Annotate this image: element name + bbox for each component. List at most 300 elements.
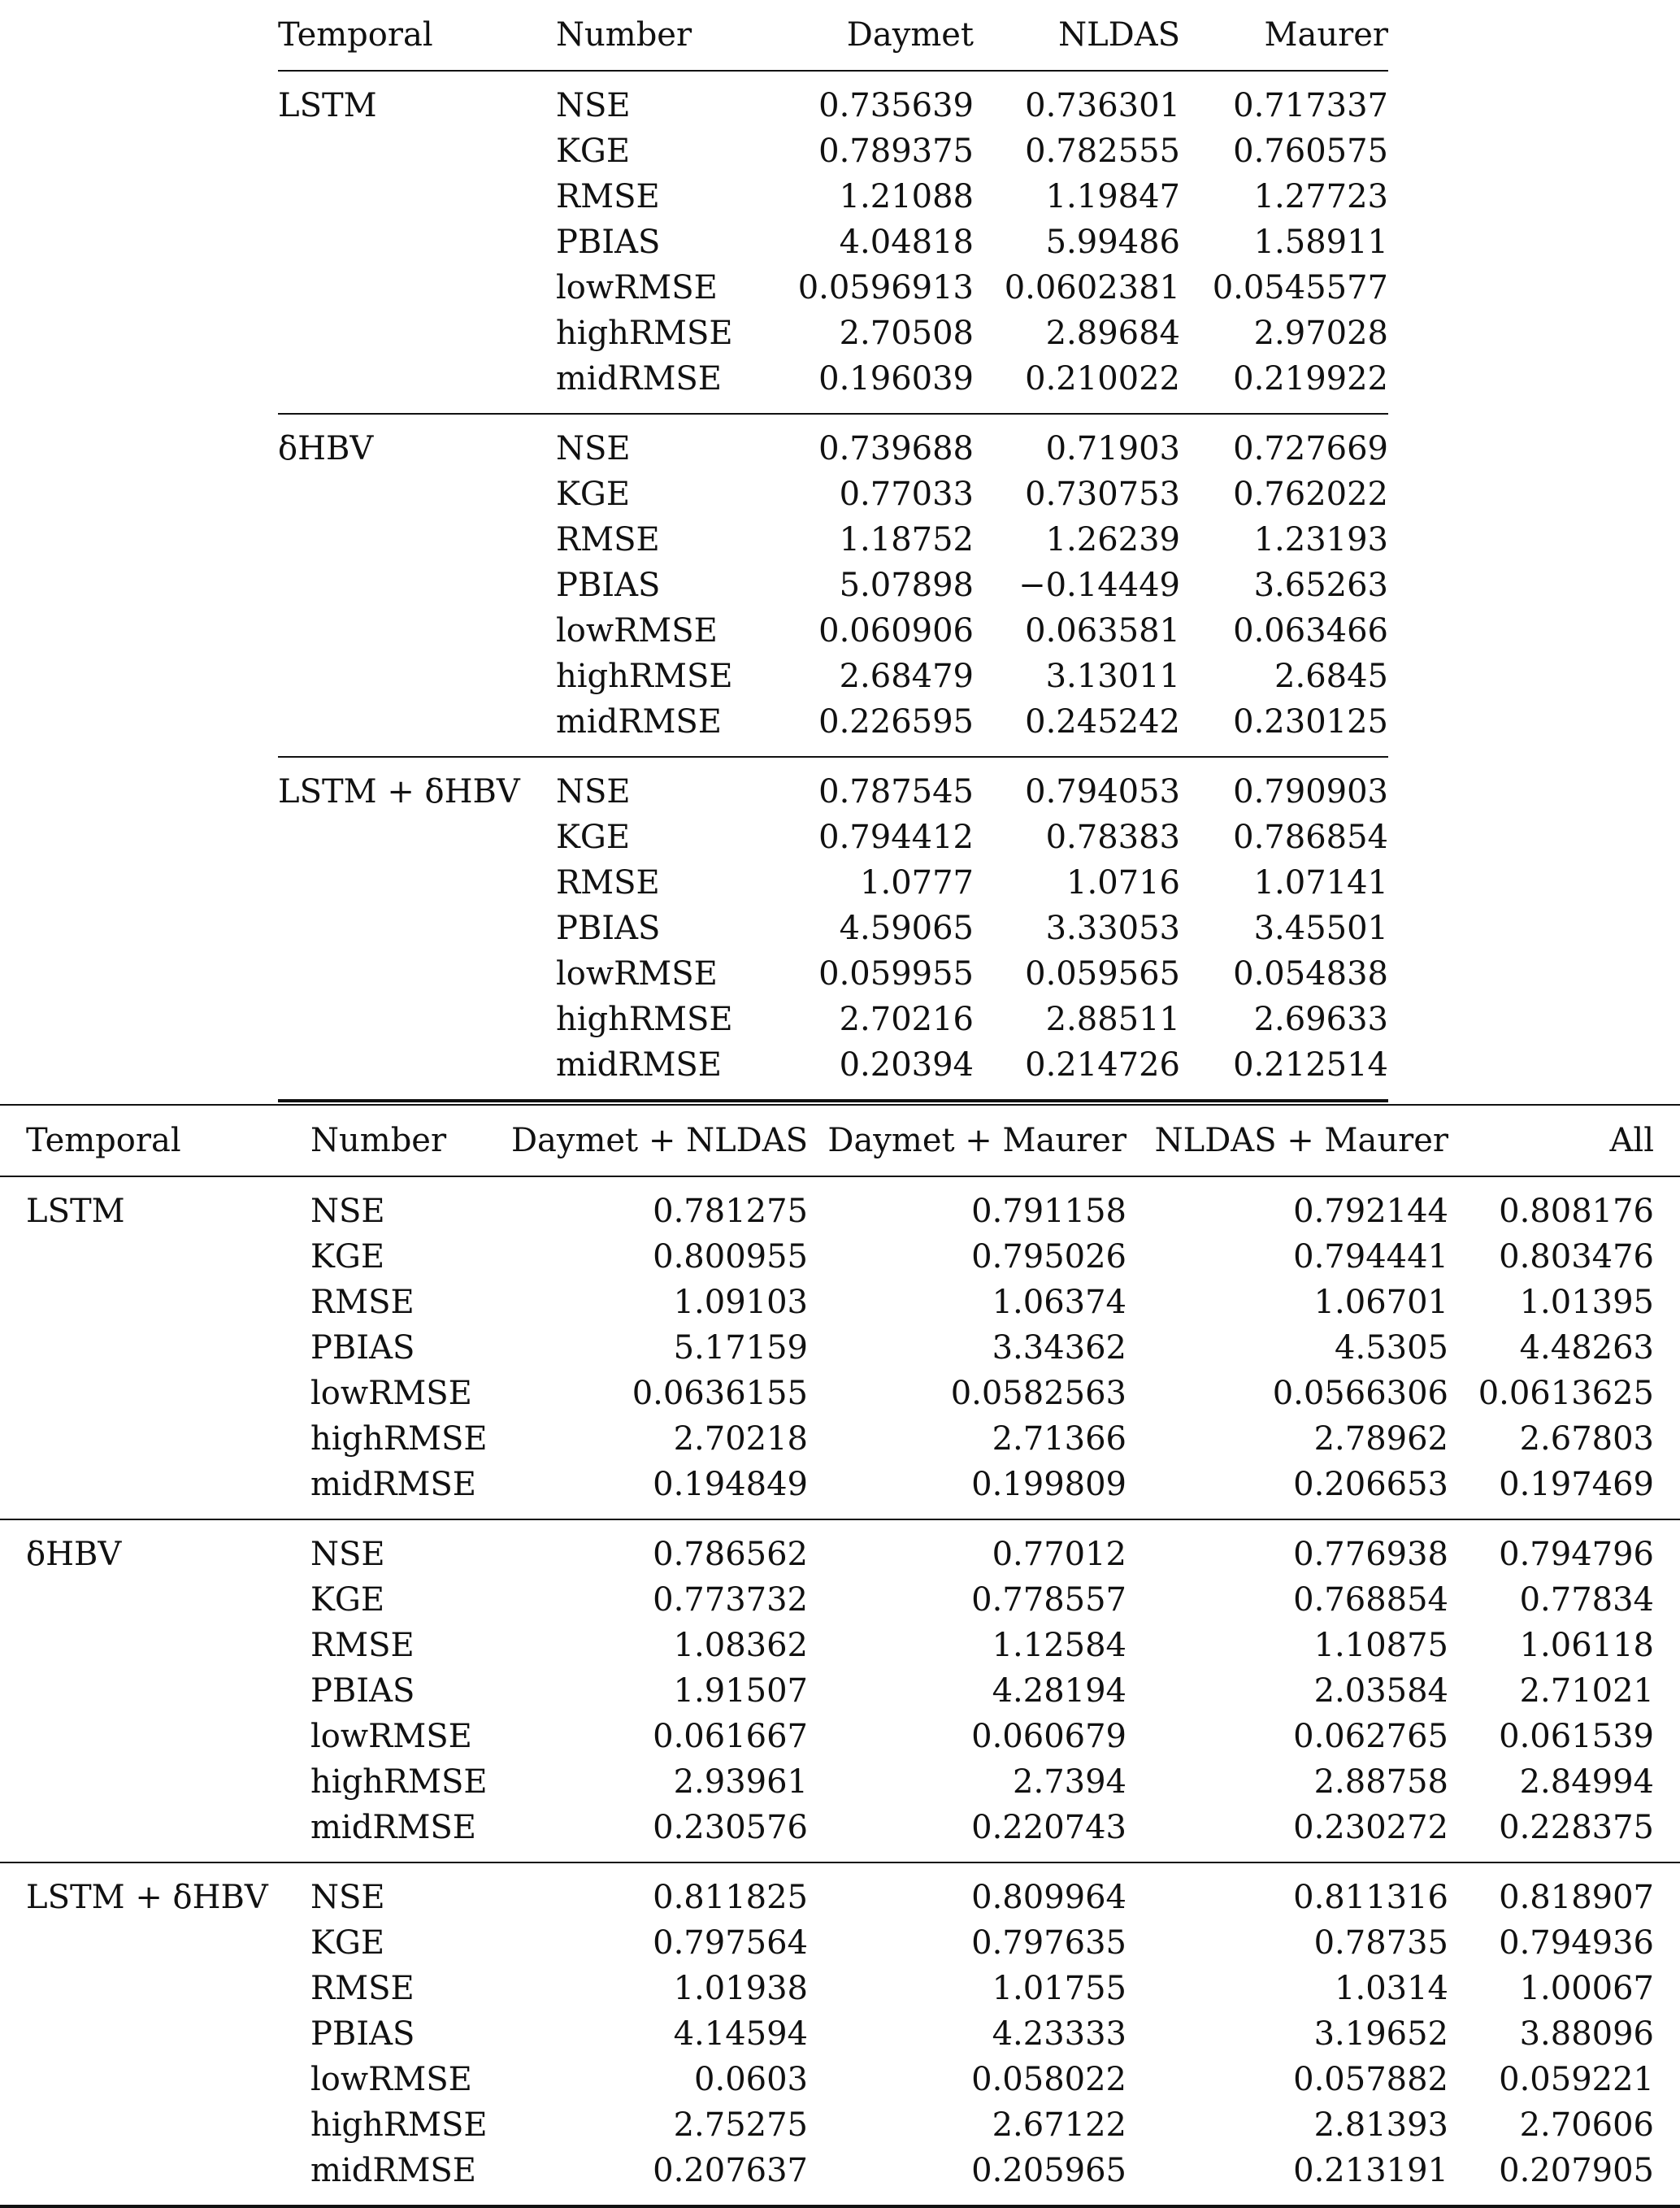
metric-value: 0.210022 xyxy=(974,356,1180,414)
metric-name: PBIAS xyxy=(556,567,661,604)
group-label-empty xyxy=(278,906,556,951)
metric-name: midRMSE xyxy=(556,699,766,757)
metric-value: 0.792144 xyxy=(1293,1193,1448,1230)
table-row xyxy=(278,71,1388,128)
table-row xyxy=(0,1325,1680,1371)
table-row xyxy=(278,174,1388,219)
metric-value: 1.12584 xyxy=(992,1627,1127,1664)
metric-value: 0.776938 xyxy=(1293,1536,1448,1573)
metric-value: 0.197469 xyxy=(1448,1462,1654,1519)
metric-value: 2.75275 xyxy=(673,2106,808,2144)
metric-value: 0.214726 xyxy=(974,1042,1180,1101)
table-combined-forcing xyxy=(0,1104,1680,2208)
header-all: All xyxy=(1448,1105,1654,1176)
group-label-empty xyxy=(278,517,556,563)
metric-value: 0.78383 xyxy=(1045,819,1180,856)
group-label-empty xyxy=(278,265,556,311)
header-row xyxy=(278,0,1388,71)
metric-value: 0.77033 xyxy=(839,476,974,513)
metric-value: 0.730753 xyxy=(1025,476,1180,513)
group-label: δHBV xyxy=(26,1536,122,1573)
metric-name: KGE xyxy=(556,819,631,856)
metric-name: NSE xyxy=(556,87,631,124)
table-row xyxy=(278,654,1388,699)
metric-name: NSE xyxy=(310,1193,385,1230)
metric-value: 2.70606 xyxy=(1519,2106,1654,2144)
table-row xyxy=(278,128,1388,174)
table-row xyxy=(278,1042,1388,1101)
metric-value: 0.717337 xyxy=(1233,87,1388,124)
metric-value: 5.17159 xyxy=(673,1329,808,1367)
metric-value: 2.78962 xyxy=(1313,1420,1448,1458)
metric-name: NSE xyxy=(556,773,631,811)
header-nldas-maurer: NLDAS + Maurer xyxy=(1127,1105,1448,1176)
metric-value: 0.808176 xyxy=(1499,1193,1654,1230)
metric-value: 0.062765 xyxy=(1293,1718,1448,1755)
metric-value: 1.07141 xyxy=(1253,864,1388,902)
metric-value: 1.26239 xyxy=(1045,521,1180,559)
metric-value: 0.061539 xyxy=(1499,1718,1654,1755)
metric-name: NSE xyxy=(310,1879,385,1916)
table-header xyxy=(0,1105,1680,1176)
right-margin xyxy=(1654,1416,1680,1462)
metric-name: PBIAS xyxy=(310,1329,415,1367)
metric-name: lowRMSE xyxy=(556,269,718,306)
metric-value: 0.789375 xyxy=(818,133,974,170)
group-label-empty xyxy=(0,2148,310,2206)
metric-value: 0.059955 xyxy=(818,955,974,993)
group-label-empty xyxy=(0,2102,310,2148)
metric-value: 3.65263 xyxy=(1253,567,1388,604)
table-row xyxy=(0,1519,1680,1577)
metric-value: 3.88096 xyxy=(1519,2015,1654,2053)
metric-value: 0.727669 xyxy=(1233,430,1388,467)
metric-value: 2.03584 xyxy=(1313,1672,1448,1710)
table-row xyxy=(0,1416,1680,1462)
header-daymet-maurer: Daymet + Maurer xyxy=(808,1105,1127,1176)
group-label-empty xyxy=(278,311,556,356)
right-margin xyxy=(1654,1176,1680,1234)
group-label-empty xyxy=(278,563,556,608)
table-row xyxy=(278,699,1388,757)
model-group xyxy=(0,1862,1680,2206)
metric-value: 2.97028 xyxy=(1253,315,1388,352)
metric-value: 0.800955 xyxy=(653,1238,808,1276)
metric-value: 1.06118 xyxy=(1519,1627,1654,1664)
metric-value: 1.0716 xyxy=(1066,864,1180,902)
metric-value: 2.69633 xyxy=(1253,1001,1388,1038)
group-label-empty xyxy=(278,356,556,414)
metric-value: 0.811825 xyxy=(653,1879,808,1916)
metric-name: KGE xyxy=(310,1924,385,1962)
group-label-empty xyxy=(278,174,556,219)
metric-name: RMSE xyxy=(556,178,660,215)
right-margin xyxy=(1654,2011,1680,2057)
group-label-empty xyxy=(0,1416,310,1462)
group-label-empty xyxy=(0,1462,310,1519)
table-row xyxy=(0,1862,1680,1920)
metric-value: 1.09103 xyxy=(673,1284,808,1321)
metric-value: 0.059565 xyxy=(1025,955,1180,993)
metric-name: midRMSE xyxy=(556,356,766,414)
header-maurer: Maurer xyxy=(1180,0,1388,71)
metric-value: 0.797564 xyxy=(653,1924,808,1962)
metric-value: 0.207637 xyxy=(506,2148,808,2206)
metric-name: midRMSE xyxy=(310,2148,506,2206)
group-label-empty xyxy=(0,1714,310,1759)
metric-name: KGE xyxy=(310,1238,385,1276)
metric-value: 0.818907 xyxy=(1499,1879,1654,1916)
table-row xyxy=(278,311,1388,356)
metric-value: 0.811316 xyxy=(1293,1879,1448,1916)
right-margin xyxy=(1654,1862,1680,1920)
metric-name: KGE xyxy=(556,133,631,170)
table-row xyxy=(278,356,1388,414)
metric-value: 0.790903 xyxy=(1233,773,1388,811)
table-row xyxy=(278,265,1388,311)
table-row xyxy=(0,1623,1680,1668)
metric-value: 1.06374 xyxy=(992,1284,1127,1321)
metric-name: PBIAS xyxy=(310,2015,415,2053)
metric-value: 1.19847 xyxy=(1045,178,1180,215)
metric-value: 0.71903 xyxy=(1045,430,1180,467)
right-margin xyxy=(1654,2102,1680,2148)
metric-name: RMSE xyxy=(556,864,660,902)
group-label-empty xyxy=(0,1920,310,1966)
table-row xyxy=(278,860,1388,906)
metric-value: 0.0613625 xyxy=(1478,1375,1654,1412)
model-group xyxy=(278,757,1388,1101)
metric-value: 0.0603 xyxy=(694,2061,808,2098)
metric-value: 0.205965 xyxy=(808,2148,1127,2206)
metric-name: RMSE xyxy=(310,1970,415,2007)
metric-value: 0.063581 xyxy=(1025,612,1180,650)
group-label-empty xyxy=(278,654,556,699)
group-label-empty xyxy=(0,2011,310,2057)
metric-name: midRMSE xyxy=(310,1805,506,1862)
table-row xyxy=(0,1176,1680,1234)
metric-name: highRMSE xyxy=(310,2106,488,2144)
group-label-empty xyxy=(278,128,556,174)
metric-name: lowRMSE xyxy=(310,2061,472,2098)
header-temporal: Temporal xyxy=(0,1105,310,1176)
metric-value: 4.23333 xyxy=(992,2015,1127,2053)
right-margin xyxy=(1654,1623,1680,1668)
metric-value: 1.10875 xyxy=(1313,1627,1448,1664)
header-number: Number xyxy=(556,0,766,71)
metric-value: 0.245242 xyxy=(974,699,1180,757)
table-row xyxy=(0,1577,1680,1623)
table-row xyxy=(278,414,1388,472)
group-label-empty xyxy=(278,219,556,265)
metric-name: highRMSE xyxy=(556,658,733,695)
right-margin xyxy=(1654,1759,1680,1805)
table-row xyxy=(0,2011,1680,2057)
table-row xyxy=(0,1805,1680,1862)
right-margin xyxy=(1654,1234,1680,1280)
metric-value: 0.787545 xyxy=(818,773,974,811)
table-row xyxy=(0,1234,1680,1280)
metric-value: 5.99486 xyxy=(1045,224,1180,261)
metric-value: 2.70216 xyxy=(839,1001,974,1038)
metric-value: 0.206653 xyxy=(1127,1462,1448,1519)
metric-value: 2.81393 xyxy=(1313,2106,1448,2144)
group-label-empty xyxy=(0,1325,310,1371)
group-label-empty xyxy=(278,1042,556,1101)
metric-value: 0.782555 xyxy=(1025,133,1180,170)
metric-value: 0.0545577 xyxy=(1212,269,1388,306)
metric-value: 1.18752 xyxy=(839,521,974,559)
right-margin xyxy=(1654,1519,1680,1577)
metric-name: lowRMSE xyxy=(556,612,718,650)
metric-value: 2.7394 xyxy=(1013,1763,1127,1801)
group-label-empty xyxy=(0,1234,310,1280)
table-row xyxy=(0,2057,1680,2102)
header-number: Number xyxy=(310,1105,506,1176)
metric-name: RMSE xyxy=(556,521,660,559)
right-margin xyxy=(1654,1714,1680,1759)
metric-value: 2.88758 xyxy=(1313,1763,1448,1801)
metric-value: 0.207905 xyxy=(1448,2148,1654,2206)
model-group xyxy=(278,71,1388,414)
metric-value: 2.68479 xyxy=(839,658,974,695)
group-label-empty xyxy=(0,1577,310,1623)
group-label-empty xyxy=(278,951,556,997)
header-daymet: Daymet xyxy=(766,0,974,71)
header-temporal: Temporal xyxy=(278,0,556,71)
metric-value: 3.45501 xyxy=(1253,910,1388,947)
metric-value: 1.01938 xyxy=(673,1970,808,2007)
group-label-empty xyxy=(0,1280,310,1325)
right-margin xyxy=(1654,1325,1680,1371)
metric-value: 0.735639 xyxy=(818,87,974,124)
table-row xyxy=(278,517,1388,563)
metric-value: 0.057882 xyxy=(1293,2061,1448,2098)
metric-name: PBIAS xyxy=(310,1672,415,1710)
metric-value: 0.768854 xyxy=(1293,1581,1448,1619)
metric-name: highRMSE xyxy=(310,1420,488,1458)
metric-value: 0.194849 xyxy=(506,1462,808,1519)
metric-value: 0.78735 xyxy=(1313,1924,1448,1962)
group-label: LSTM + δHBV xyxy=(278,773,520,811)
metric-value: 1.0777 xyxy=(860,864,974,902)
metric-value: 1.0314 xyxy=(1335,1970,1448,2007)
right-margin xyxy=(1654,1805,1680,1862)
metric-value: 0.213191 xyxy=(1127,2148,1448,2206)
metric-name: NSE xyxy=(310,1536,385,1573)
group-label: LSTM xyxy=(26,1193,125,1230)
model-group xyxy=(0,1519,1680,1862)
metric-value: 0.739688 xyxy=(818,430,974,467)
table-row xyxy=(278,608,1388,654)
table-header xyxy=(278,0,1388,71)
metric-name: highRMSE xyxy=(310,1763,488,1801)
metric-value: 4.59065 xyxy=(839,910,974,947)
table-row xyxy=(0,1714,1680,1759)
group-label-empty xyxy=(278,472,556,517)
right-margin xyxy=(1654,2057,1680,2102)
metric-value: 0.773732 xyxy=(653,1581,808,1619)
right-margin xyxy=(1654,1105,1680,1176)
metric-value: 1.08362 xyxy=(673,1627,808,1664)
metric-value: 0.20394 xyxy=(766,1042,974,1101)
group-label-empty xyxy=(0,2057,310,2102)
right-margin xyxy=(1654,1966,1680,2011)
table-row xyxy=(0,1280,1680,1325)
table-row xyxy=(0,1668,1680,1714)
metric-value: 0.803476 xyxy=(1499,1238,1654,1276)
metric-value: 4.04818 xyxy=(839,224,974,261)
metric-value: 1.27723 xyxy=(1253,178,1388,215)
group-label-empty xyxy=(0,1759,310,1805)
metric-name: midRMSE xyxy=(556,1042,766,1101)
table-row xyxy=(278,815,1388,860)
metric-value: 0.199809 xyxy=(808,1462,1127,1519)
metric-value: 0.781275 xyxy=(653,1193,808,1230)
group-label: LSTM xyxy=(278,87,377,124)
metric-value: 2.88511 xyxy=(1045,1001,1180,1038)
group-label-empty xyxy=(0,1966,310,2011)
metric-value: 0.77834 xyxy=(1519,1581,1654,1619)
group-label: δHBV xyxy=(278,430,374,467)
metric-value: 0.809964 xyxy=(971,1879,1127,1916)
metric-value: 2.70218 xyxy=(673,1420,808,1458)
metric-value: 4.28194 xyxy=(992,1672,1127,1710)
metric-value: 0.795026 xyxy=(971,1238,1127,1276)
metric-value: 0.060906 xyxy=(818,612,974,650)
metric-value: 1.01755 xyxy=(992,1970,1127,2007)
metric-value: 0.059221 xyxy=(1499,2061,1654,2098)
right-margin xyxy=(1654,1920,1680,1966)
metric-value: 0.226595 xyxy=(766,699,974,757)
header-daymet-nldas: Daymet + NLDAS xyxy=(506,1105,808,1176)
group-label-empty xyxy=(278,815,556,860)
group-label-empty xyxy=(0,1371,310,1416)
table-row xyxy=(0,1966,1680,2011)
metric-name: midRMSE xyxy=(310,1462,506,1519)
table-row xyxy=(0,1462,1680,1519)
metric-name: highRMSE xyxy=(556,315,733,352)
metric-value: 5.07898 xyxy=(839,567,974,604)
metric-value: 0.196039 xyxy=(766,356,974,414)
group-label-empty xyxy=(0,1668,310,1714)
header-nldas: NLDAS xyxy=(974,0,1180,71)
group-label: LSTM + δHBV xyxy=(26,1879,268,1916)
metric-value: 0.0566306 xyxy=(1272,1375,1448,1412)
metric-value: 0.0636155 xyxy=(632,1375,808,1412)
metric-value: 0.230576 xyxy=(506,1805,808,1862)
metric-value: −0.14449 xyxy=(1018,567,1180,604)
table-row xyxy=(278,563,1388,608)
metric-value: 2.67803 xyxy=(1519,1420,1654,1458)
metric-value: 1.21088 xyxy=(839,178,974,215)
metric-value: 0.797635 xyxy=(971,1924,1127,1962)
table-row xyxy=(0,1920,1680,1966)
metric-value: 0.212514 xyxy=(1180,1042,1388,1101)
metric-value: 0.786562 xyxy=(653,1536,808,1573)
right-margin xyxy=(1654,1462,1680,1519)
group-label-empty xyxy=(278,699,556,757)
metric-value: 2.67122 xyxy=(992,2106,1127,2144)
metric-value: 2.93961 xyxy=(673,1763,808,1801)
metric-value: 3.34362 xyxy=(992,1329,1127,1367)
metric-name: KGE xyxy=(310,1581,385,1619)
metric-value: 0.228375 xyxy=(1448,1805,1654,1862)
group-label-empty xyxy=(0,1805,310,1862)
metric-name: lowRMSE xyxy=(556,955,718,993)
group-label-empty xyxy=(278,860,556,906)
metric-value: 0.760575 xyxy=(1233,133,1388,170)
metric-value: 3.13011 xyxy=(1045,658,1180,695)
metric-value: 1.00067 xyxy=(1519,1970,1654,2007)
metric-value: 2.89684 xyxy=(1045,315,1180,352)
table-row xyxy=(278,472,1388,517)
metric-value: 4.5305 xyxy=(1335,1329,1448,1367)
table-row xyxy=(278,997,1388,1042)
model-group xyxy=(278,414,1388,757)
metric-value: 1.23193 xyxy=(1253,521,1388,559)
metric-value: 2.70508 xyxy=(839,315,974,352)
metric-value: 0.054838 xyxy=(1233,955,1388,993)
metric-name: NSE xyxy=(556,430,631,467)
metric-value: 0.220743 xyxy=(808,1805,1127,1862)
metric-value: 4.48263 xyxy=(1519,1329,1654,1367)
metric-value: 0.786854 xyxy=(1233,819,1388,856)
group-label-empty xyxy=(0,1623,310,1668)
metric-value: 0.794936 xyxy=(1499,1924,1654,1962)
metric-value: 1.58911 xyxy=(1253,224,1388,261)
metric-value: 0.219922 xyxy=(1180,356,1388,414)
table-single-forcing xyxy=(278,0,1388,1102)
metric-value: 0.794796 xyxy=(1499,1536,1654,1573)
metric-value: 0.0582563 xyxy=(950,1375,1127,1412)
table-row xyxy=(278,219,1388,265)
metric-value: 0.0596913 xyxy=(797,269,974,306)
metric-name: RMSE xyxy=(310,1284,415,1321)
metric-name: lowRMSE xyxy=(310,1718,472,1755)
metric-value: 0.230272 xyxy=(1127,1805,1448,1862)
metric-value: 0.061667 xyxy=(653,1718,808,1755)
metric-value: 4.14594 xyxy=(673,2015,808,2053)
metric-value: 0.794412 xyxy=(818,819,974,856)
metric-name: highRMSE xyxy=(556,1001,733,1038)
metric-name: PBIAS xyxy=(556,910,661,947)
group-label-empty xyxy=(278,997,556,1042)
right-margin xyxy=(1654,2148,1680,2206)
header-row xyxy=(0,1105,1680,1176)
right-margin xyxy=(1654,1668,1680,1714)
metric-value: 3.19652 xyxy=(1313,2015,1448,2053)
metric-name: KGE xyxy=(556,476,631,513)
metric-name: RMSE xyxy=(310,1627,415,1664)
model-group xyxy=(0,1176,1680,1519)
metric-value: 0.794053 xyxy=(1025,773,1180,811)
metric-value: 2.6845 xyxy=(1274,658,1388,695)
table-row xyxy=(278,757,1388,815)
metric-value: 0.791158 xyxy=(971,1193,1127,1230)
metric-value: 0.778557 xyxy=(971,1581,1127,1619)
metric-value: 0.230125 xyxy=(1180,699,1388,757)
metric-value: 1.06701 xyxy=(1313,1284,1448,1321)
metric-value: 0.794441 xyxy=(1293,1238,1448,1276)
metric-value: 2.84994 xyxy=(1519,1763,1654,1801)
table-row xyxy=(0,2148,1680,2206)
metric-value: 2.71021 xyxy=(1519,1672,1654,1710)
metric-value: 0.063466 xyxy=(1233,612,1388,650)
metric-value: 0.736301 xyxy=(1025,87,1180,124)
metric-value: 1.01395 xyxy=(1519,1284,1654,1321)
metric-value: 0.77012 xyxy=(992,1536,1127,1573)
